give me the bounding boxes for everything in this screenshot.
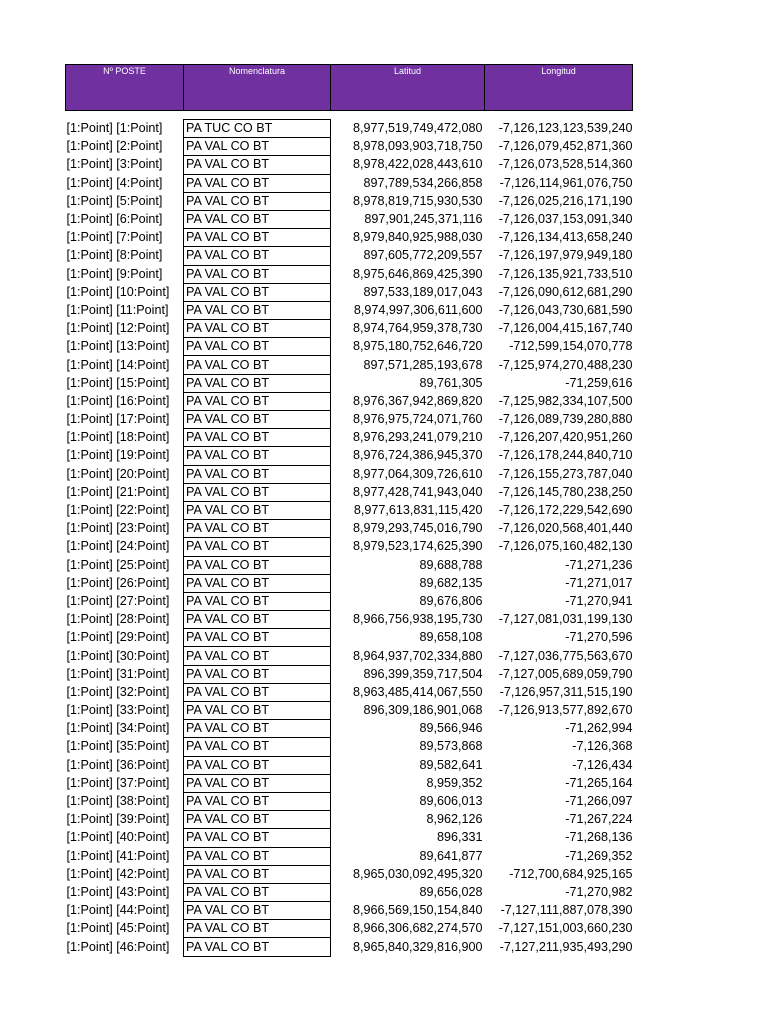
longitud-cell: -7,126,155,273,787,040 [498, 466, 633, 481]
poste-cell: [1:Point] [29:Point] [66, 630, 170, 645]
poste-cell: [1:Point] [40:Point] [66, 830, 170, 845]
nomenclatura-cell: PA VAL CO BT [184, 792, 331, 810]
latitud-cell: 8,977,519,749,472,080 [352, 121, 483, 136]
poste-cell: [1:Point] [43:Point] [66, 884, 170, 899]
latitud-cell: 89,656,028 [419, 884, 483, 899]
longitud-cell: -71,259,616 [565, 375, 633, 390]
nomenclatura-cell: PA VAL CO BT [184, 647, 331, 665]
poste-cell: [1:Point] [4:Point] [66, 175, 163, 190]
poste-cell: [1:Point] [30:Point] [66, 648, 170, 663]
longitud-cell: -7,127,036,775,563,670 [498, 648, 633, 663]
latitud-cell: 8,966,569,150,154,840 [352, 903, 483, 918]
table-row [66, 611, 633, 629]
table-row [66, 847, 633, 865]
longitud-cell: -7,127,005,689,059,790 [498, 666, 633, 681]
nomenclatura-cell: PA VAL CO BT [184, 756, 331, 774]
nomenclatura-cell: PA VAL CO BT [184, 556, 331, 574]
latitud-cell: 8,979,523,174,625,390 [352, 539, 483, 554]
poste-cell: [1:Point] [41:Point] [66, 848, 170, 863]
poste-cell: [1:Point] [3:Point] [66, 157, 163, 172]
poste-cell: [1:Point] [16:Point] [66, 393, 170, 408]
longitud-cell: -7,125,974,270,488,230 [498, 357, 633, 372]
table-row [66, 792, 633, 810]
poste-cell: [1:Point] [19:Point] [66, 448, 170, 463]
longitud-cell: -71,270,941 [565, 593, 633, 608]
poste-cell: [1:Point] [28:Point] [66, 612, 170, 627]
nomenclatura-cell: PA VAL CO BT [184, 847, 331, 865]
latitud-cell: 8,966,756,938,195,730 [352, 612, 483, 627]
longitud-cell: -7,126,020,568,401,440 [498, 521, 633, 536]
poste-cell: [1:Point] [20:Point] [66, 466, 170, 481]
poste-cell: [1:Point] [45:Point] [66, 921, 170, 936]
poste-cell: [1:Point] [8:Point] [66, 248, 163, 263]
nomenclatura-cell: PA VAL CO BT [184, 411, 331, 429]
nomenclatura-cell: PA VAL CO BT [184, 774, 331, 792]
nomenclatura-cell: PA VAL CO BT [184, 229, 331, 247]
nomenclatura-cell: PA VAL CO BT [184, 629, 331, 647]
table-row [66, 538, 633, 556]
poste-cell: [1:Point] [9:Point] [66, 266, 163, 281]
nomenclatura-cell: PA VAL CO BT [184, 592, 331, 610]
latitud-cell: 8,978,093,903,718,750 [352, 139, 483, 154]
longitud-cell: -7,126,114,961,076,750 [499, 175, 633, 190]
table-row [66, 138, 633, 156]
poste-cell: [1:Point] [1:Point] [66, 121, 163, 136]
table-row [66, 120, 633, 138]
table-row [66, 429, 633, 447]
table-row [66, 829, 633, 847]
nomenclatura-cell: PA TUC CO BT [184, 120, 331, 138]
nomenclatura-cell: PA VAL CO BT [184, 611, 331, 629]
poste-cell: [1:Point] [46:Point] [66, 939, 170, 954]
table-row [66, 702, 633, 720]
table-row [66, 774, 633, 792]
latitud-cell: 8,975,180,752,646,720 [352, 339, 483, 354]
header-row [66, 65, 633, 111]
nomenclatura-cell: PA VAL CO BT [184, 356, 331, 374]
table-row [66, 647, 633, 665]
nomenclatura-cell: PA VAL CO BT [184, 192, 331, 210]
latitud-cell: 896,309,186,901,068 [363, 703, 483, 718]
latitud-cell: 8,977,613,831,115,420 [353, 503, 483, 518]
header-nomenclatura: Nomenclatura [184, 65, 331, 111]
table-row [66, 356, 633, 374]
nomenclatura-cell: PA VAL CO BT [184, 283, 331, 301]
latitud-cell: 897,571,285,193,678 [363, 357, 483, 372]
latitud-cell: 896,399,359,717,504 [363, 666, 483, 681]
table-row [66, 483, 633, 501]
longitud-cell: -7,125,982,334,107,500 [498, 393, 633, 408]
nomenclatura-cell: PA VAL CO BT [184, 829, 331, 847]
longitud-cell: -7,126,207,420,951,260 [498, 430, 633, 445]
poste-cell: [1:Point] [33:Point] [66, 703, 170, 718]
table-row [66, 574, 633, 592]
poste-cell: [1:Point] [13:Point] [66, 339, 170, 354]
latitud-cell: 8,979,840,925,988,030 [352, 230, 483, 245]
nomenclatura-cell: PA VAL CO BT [184, 210, 331, 228]
nomenclatura-cell: PA VAL CO BT [184, 902, 331, 920]
table-row [66, 447, 633, 465]
poste-cell: [1:Point] [15:Point] [66, 375, 170, 390]
poste-cell: [1:Point] [32:Point] [66, 684, 170, 699]
table-row [66, 338, 633, 356]
nomenclatura-cell: PA VAL CO BT [184, 883, 331, 901]
nomenclatura-cell: PA VAL CO BT [184, 501, 331, 519]
latitud-cell: 89,688,788 [419, 557, 483, 572]
table-row [66, 265, 633, 283]
longitud-cell: -7,126,004,415,167,740 [498, 321, 633, 336]
latitud-cell: 8,976,724,386,945,370 [352, 448, 483, 463]
poste-cell: [1:Point] [11:Point] [66, 302, 169, 317]
table-row [66, 229, 633, 247]
longitud-cell: -71,267,224 [565, 812, 633, 827]
nomenclatura-cell: PA VAL CO BT [184, 301, 331, 319]
nomenclatura-cell: PA VAL CO BT [184, 156, 331, 174]
latitud-cell: 89,676,806 [419, 593, 483, 608]
poste-cell: [1:Point] [38:Point] [66, 794, 170, 809]
latitud-cell: 8,979,293,745,016,790 [352, 521, 483, 536]
nomenclatura-cell: PA VAL CO BT [184, 429, 331, 447]
longitud-cell: -7,126,073,528,514,360 [498, 157, 633, 172]
table-row [66, 592, 633, 610]
table-row [66, 320, 633, 338]
poste-cell: [1:Point] [14:Point] [66, 357, 170, 372]
poste-cell: [1:Point] [5:Point] [66, 193, 163, 208]
poste-cell: [1:Point] [37:Point] [66, 775, 170, 790]
table-row [66, 556, 633, 574]
latitud-cell: 8,978,422,028,443,610 [352, 157, 483, 172]
longitud-cell: -7,126,089,739,280,880 [498, 412, 633, 427]
nomenclatura-cell: PA VAL CO BT [184, 374, 331, 392]
nomenclatura-cell: PA VAL CO BT [184, 683, 331, 701]
longitud-cell: -7,126,090,612,681,290 [498, 284, 633, 299]
latitud-cell: 8,978,819,715,930,530 [352, 193, 483, 208]
table-row [66, 920, 633, 938]
table-row [66, 938, 633, 956]
latitud-cell: 89,641,877 [419, 848, 483, 863]
poste-cell: [1:Point] [36:Point] [66, 757, 170, 772]
table-row [66, 683, 633, 701]
table-row [66, 501, 633, 519]
nomenclatura-cell: PA VAL CO BT [184, 392, 331, 410]
poste-cell: [1:Point] [35:Point] [66, 739, 170, 754]
table-row [66, 192, 633, 210]
poste-cell: [1:Point] [17:Point] [66, 412, 170, 427]
nomenclatura-cell: PA VAL CO BT [184, 920, 331, 938]
latitud-cell: 8,974,997,306,611,600 [353, 302, 483, 317]
longitud-cell: -7,126,079,452,871,360 [498, 139, 633, 154]
latitud-cell: 8,963,485,414,067,550 [352, 684, 483, 699]
poles-table [65, 64, 633, 957]
nomenclatura-cell: PA VAL CO BT [184, 938, 331, 956]
longitud-cell: -7,126,145,780,238,250 [498, 484, 633, 499]
nomenclatura-cell: PA VAL CO BT [184, 720, 331, 738]
nomenclatura-cell: PA VAL CO BT [184, 520, 331, 538]
nomenclatura-cell: PA VAL CO BT [184, 738, 331, 756]
nomenclatura-cell: PA VAL CO BT [184, 811, 331, 829]
table-row [66, 411, 633, 429]
poste-cell: [1:Point] [7:Point] [66, 230, 163, 245]
header-longitud: Longitud [485, 65, 633, 111]
latitud-cell: 89,573,868 [419, 739, 483, 754]
table-row [66, 392, 633, 410]
longitud-cell: -7,127,151,003,660,230 [498, 921, 633, 936]
longitud-cell: -71,270,596 [565, 630, 633, 645]
table-row [66, 465, 633, 483]
longitud-cell: -7,126,135,921,733,510 [498, 266, 633, 281]
poste-cell: [1:Point] [31:Point] [66, 666, 170, 681]
poste-cell: [1:Point] [21:Point] [66, 484, 170, 499]
header-poste: Nº POSTE [66, 65, 184, 111]
table-header [66, 65, 633, 111]
longitud-cell: -71,271,236 [565, 557, 633, 572]
latitud-cell: 8,965,030,092,495,320 [352, 866, 483, 881]
longitud-cell: -7,126,043,730,681,590 [498, 302, 633, 317]
poste-cell: [1:Point] [18:Point] [66, 430, 170, 445]
table-row [66, 629, 633, 647]
nomenclatura-cell: PA VAL CO BT [184, 483, 331, 501]
table-row [66, 665, 633, 683]
nomenclatura-cell: PA VAL CO BT [184, 574, 331, 592]
longitud-cell: -71,271,017 [565, 575, 633, 590]
table-row [66, 301, 633, 319]
poste-cell: [1:Point] [25:Point] [66, 557, 170, 572]
header-spacer [66, 111, 633, 120]
latitud-cell: 89,682,135 [419, 575, 483, 590]
nomenclatura-cell: PA VAL CO BT [184, 465, 331, 483]
table-row [66, 720, 633, 738]
latitud-cell: 897,533,189,017,043 [363, 284, 483, 299]
longitud-cell: -7,126,025,216,171,190 [498, 193, 633, 208]
latitud-cell: 89,658,108 [419, 630, 483, 645]
poste-cell: [1:Point] [34:Point] [66, 721, 170, 736]
poste-cell: [1:Point] [39:Point] [66, 812, 170, 827]
table-row [66, 174, 633, 192]
nomenclatura-cell: PA VAL CO BT [184, 702, 331, 720]
longitud-cell: -71,268,136 [565, 830, 633, 845]
longitud-cell: -7,126,178,244,840,710 [498, 448, 633, 463]
poste-cell: [1:Point] [22:Point] [66, 503, 170, 518]
longitud-cell: -71,270,982 [565, 884, 633, 899]
poste-cell: [1:Point] [24:Point] [66, 539, 170, 554]
latitud-cell: 89,566,946 [419, 721, 483, 736]
table-row [66, 247, 633, 265]
latitud-cell: 8,962,126 [426, 812, 483, 827]
longitud-cell: -7,126,037,153,091,340 [498, 212, 633, 227]
latitud-cell: 8,976,975,724,071,760 [352, 412, 483, 427]
latitud-cell: 897,901,245,371,116 [364, 212, 483, 227]
poste-cell: [1:Point] [42:Point] [66, 866, 170, 881]
longitud-cell: -71,266,097 [565, 794, 633, 809]
header-latitud: Latitud [331, 65, 485, 111]
poste-cell: [1:Point] [12:Point] [66, 321, 170, 336]
longitud-cell: -7,126,913,577,892,670 [498, 703, 633, 718]
nomenclatura-cell: PA VAL CO BT [184, 865, 331, 883]
longitud-cell: -7,127,211,935,493,290 [499, 939, 633, 954]
poste-cell: [1:Point] [27:Point] [66, 593, 170, 608]
longitud-cell: -7,126,123,123,539,240 [498, 121, 633, 136]
latitud-cell: 8,974,764,959,378,730 [352, 321, 483, 336]
longitud-cell: -7,126,075,160,482,130 [498, 539, 633, 554]
nomenclatura-cell: PA VAL CO BT [184, 665, 331, 683]
table-row [66, 865, 633, 883]
table-row [66, 520, 633, 538]
latitud-cell: 896,331 [436, 830, 483, 845]
longitud-cell: -7,126,172,229,542,690 [498, 503, 633, 518]
nomenclatura-cell: PA VAL CO BT [184, 538, 331, 556]
longitud-cell: -7,126,368 [572, 739, 633, 754]
poste-cell: [1:Point] [2:Point] [66, 139, 163, 154]
table-body [66, 111, 633, 957]
poste-cell: [1:Point] [23:Point] [66, 521, 170, 536]
latitud-cell: 8,964,937,702,334,880 [352, 648, 483, 663]
longitud-cell: -7,127,111,887,078,390 [500, 903, 633, 918]
latitud-cell: 897,605,772,209,557 [363, 248, 483, 263]
latitud-cell: 8,977,428,741,943,040 [352, 484, 483, 499]
longitud-cell: -7,126,957,311,515,190 [499, 684, 633, 699]
longitud-cell: -712,700,684,925,165 [509, 866, 633, 881]
longitud-cell: -7,126,197,979,949,180 [498, 248, 633, 263]
longitud-cell: -7,126,434 [572, 757, 633, 772]
longitud-cell: -712,599,154,070,778 [509, 339, 633, 354]
nomenclatura-cell: PA VAL CO BT [184, 447, 331, 465]
table-row [66, 902, 633, 920]
poste-cell: [1:Point] [26:Point] [66, 575, 170, 590]
latitud-cell: 89,606,013 [419, 794, 483, 809]
table-row [66, 883, 633, 901]
latitud-cell: 8,975,646,869,425,390 [352, 266, 483, 281]
nomenclatura-cell: PA VAL CO BT [184, 338, 331, 356]
nomenclatura-cell: PA VAL CO BT [184, 265, 331, 283]
latitud-cell: 8,959,352 [426, 775, 483, 790]
nomenclatura-cell: PA VAL CO BT [184, 320, 331, 338]
longitud-cell: -71,262,994 [565, 721, 633, 736]
table-row [66, 756, 633, 774]
table-row [66, 210, 633, 228]
latitud-cell: 89,761,305 [419, 375, 483, 390]
poste-cell: [1:Point] [44:Point] [66, 903, 170, 918]
latitud-cell: 8,976,367,942,869,820 [352, 393, 483, 408]
nomenclatura-cell: PA VAL CO BT [184, 174, 331, 192]
longitud-cell: -7,126,134,413,658,240 [498, 230, 633, 245]
table-row [66, 374, 633, 392]
latitud-cell: 897,789,534,266,858 [363, 175, 483, 190]
poste-cell: [1:Point] [6:Point] [66, 212, 163, 227]
longitud-cell: -71,269,352 [565, 848, 633, 863]
nomenclatura-cell: PA VAL CO BT [184, 138, 331, 156]
table-row [66, 283, 633, 301]
latitud-cell: 8,976,293,241,079,210 [352, 430, 483, 445]
latitud-cell: 8,966,306,682,274,570 [352, 921, 483, 936]
table-row [66, 738, 633, 756]
longitud-cell: -71,265,164 [565, 775, 633, 790]
nomenclatura-cell: PA VAL CO BT [184, 247, 331, 265]
table-row [66, 811, 633, 829]
latitud-cell: 8,977,064,309,726,610 [352, 466, 483, 481]
latitud-cell: 89,582,641 [419, 757, 483, 772]
table-row [66, 156, 633, 174]
longitud-cell: -7,127,081,031,199,130 [498, 612, 633, 627]
poste-cell: [1:Point] [10:Point] [66, 284, 170, 299]
latitud-cell: 8,965,840,329,816,900 [352, 939, 483, 954]
